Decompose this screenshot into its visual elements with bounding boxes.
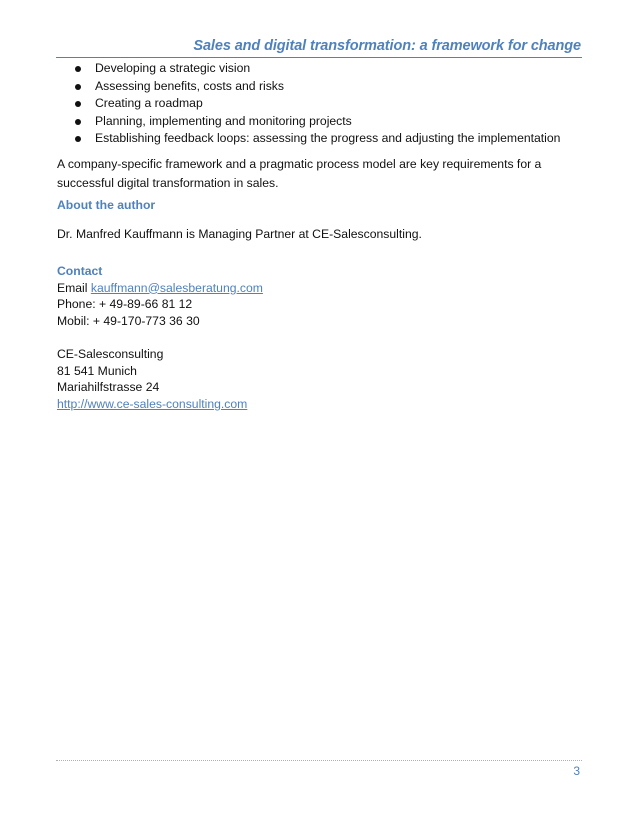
email-line [57, 280, 263, 297]
about-author-text: Dr. Manfred Kauffmann is Managing Partner at CE-Salesconsulting. [57, 227, 422, 241]
bullet-list [72, 60, 560, 148]
list-item-text: Establishing feedback loops: assessing the progress and adjusting the implementation [95, 131, 561, 146]
list-item-text: Assessing benefits, costs and risks [95, 78, 284, 93]
spacer [57, 329, 263, 346]
header-divider [56, 57, 582, 58]
bullet-icon [75, 84, 81, 90]
list-item [72, 78, 560, 96]
contact-block [57, 263, 263, 412]
list-item-text: Planning, implementing and monitoring projects [95, 113, 352, 128]
about-author-heading: About the author [57, 198, 156, 212]
phone-line: Phone: + 49-89-66 81 12 [57, 297, 193, 312]
list-item [72, 113, 560, 131]
bullet-icon [75, 66, 81, 72]
footer-divider [56, 760, 582, 761]
website-link[interactable]: http://www.ce-sales-consulting.com [57, 396, 248, 411]
list-item [72, 60, 560, 78]
bullet-icon [75, 136, 81, 142]
bullet-icon [75, 119, 81, 125]
list-item-text: Developing a strategic vision [95, 61, 251, 75]
bullet-icon [75, 101, 81, 107]
email-link[interactable]: kauffmann@salesberatung.com [90, 280, 263, 295]
mobile-line: Mobil: + 49-170-773 36 30 [57, 313, 200, 328]
company-name: CE-Salesconsulting [57, 346, 164, 361]
email-label: Email [57, 280, 91, 295]
contact-heading: Contact [57, 264, 103, 278]
city-line: 81 541 Munich [57, 363, 137, 378]
street-line: Mariahilfstrasse 24 [57, 380, 160, 395]
list-item-text: Creating a roadmap [95, 96, 203, 111]
running-header-title: Sales and digital transformation: a framework for change [193, 38, 581, 54]
list-item [72, 95, 560, 113]
list-item [72, 130, 560, 148]
page-number: 3 [573, 764, 580, 778]
summary-paragraph: A company-specific framework and a pragmatic process model are key requirements for a successful digital transformation in sales. [57, 157, 542, 190]
